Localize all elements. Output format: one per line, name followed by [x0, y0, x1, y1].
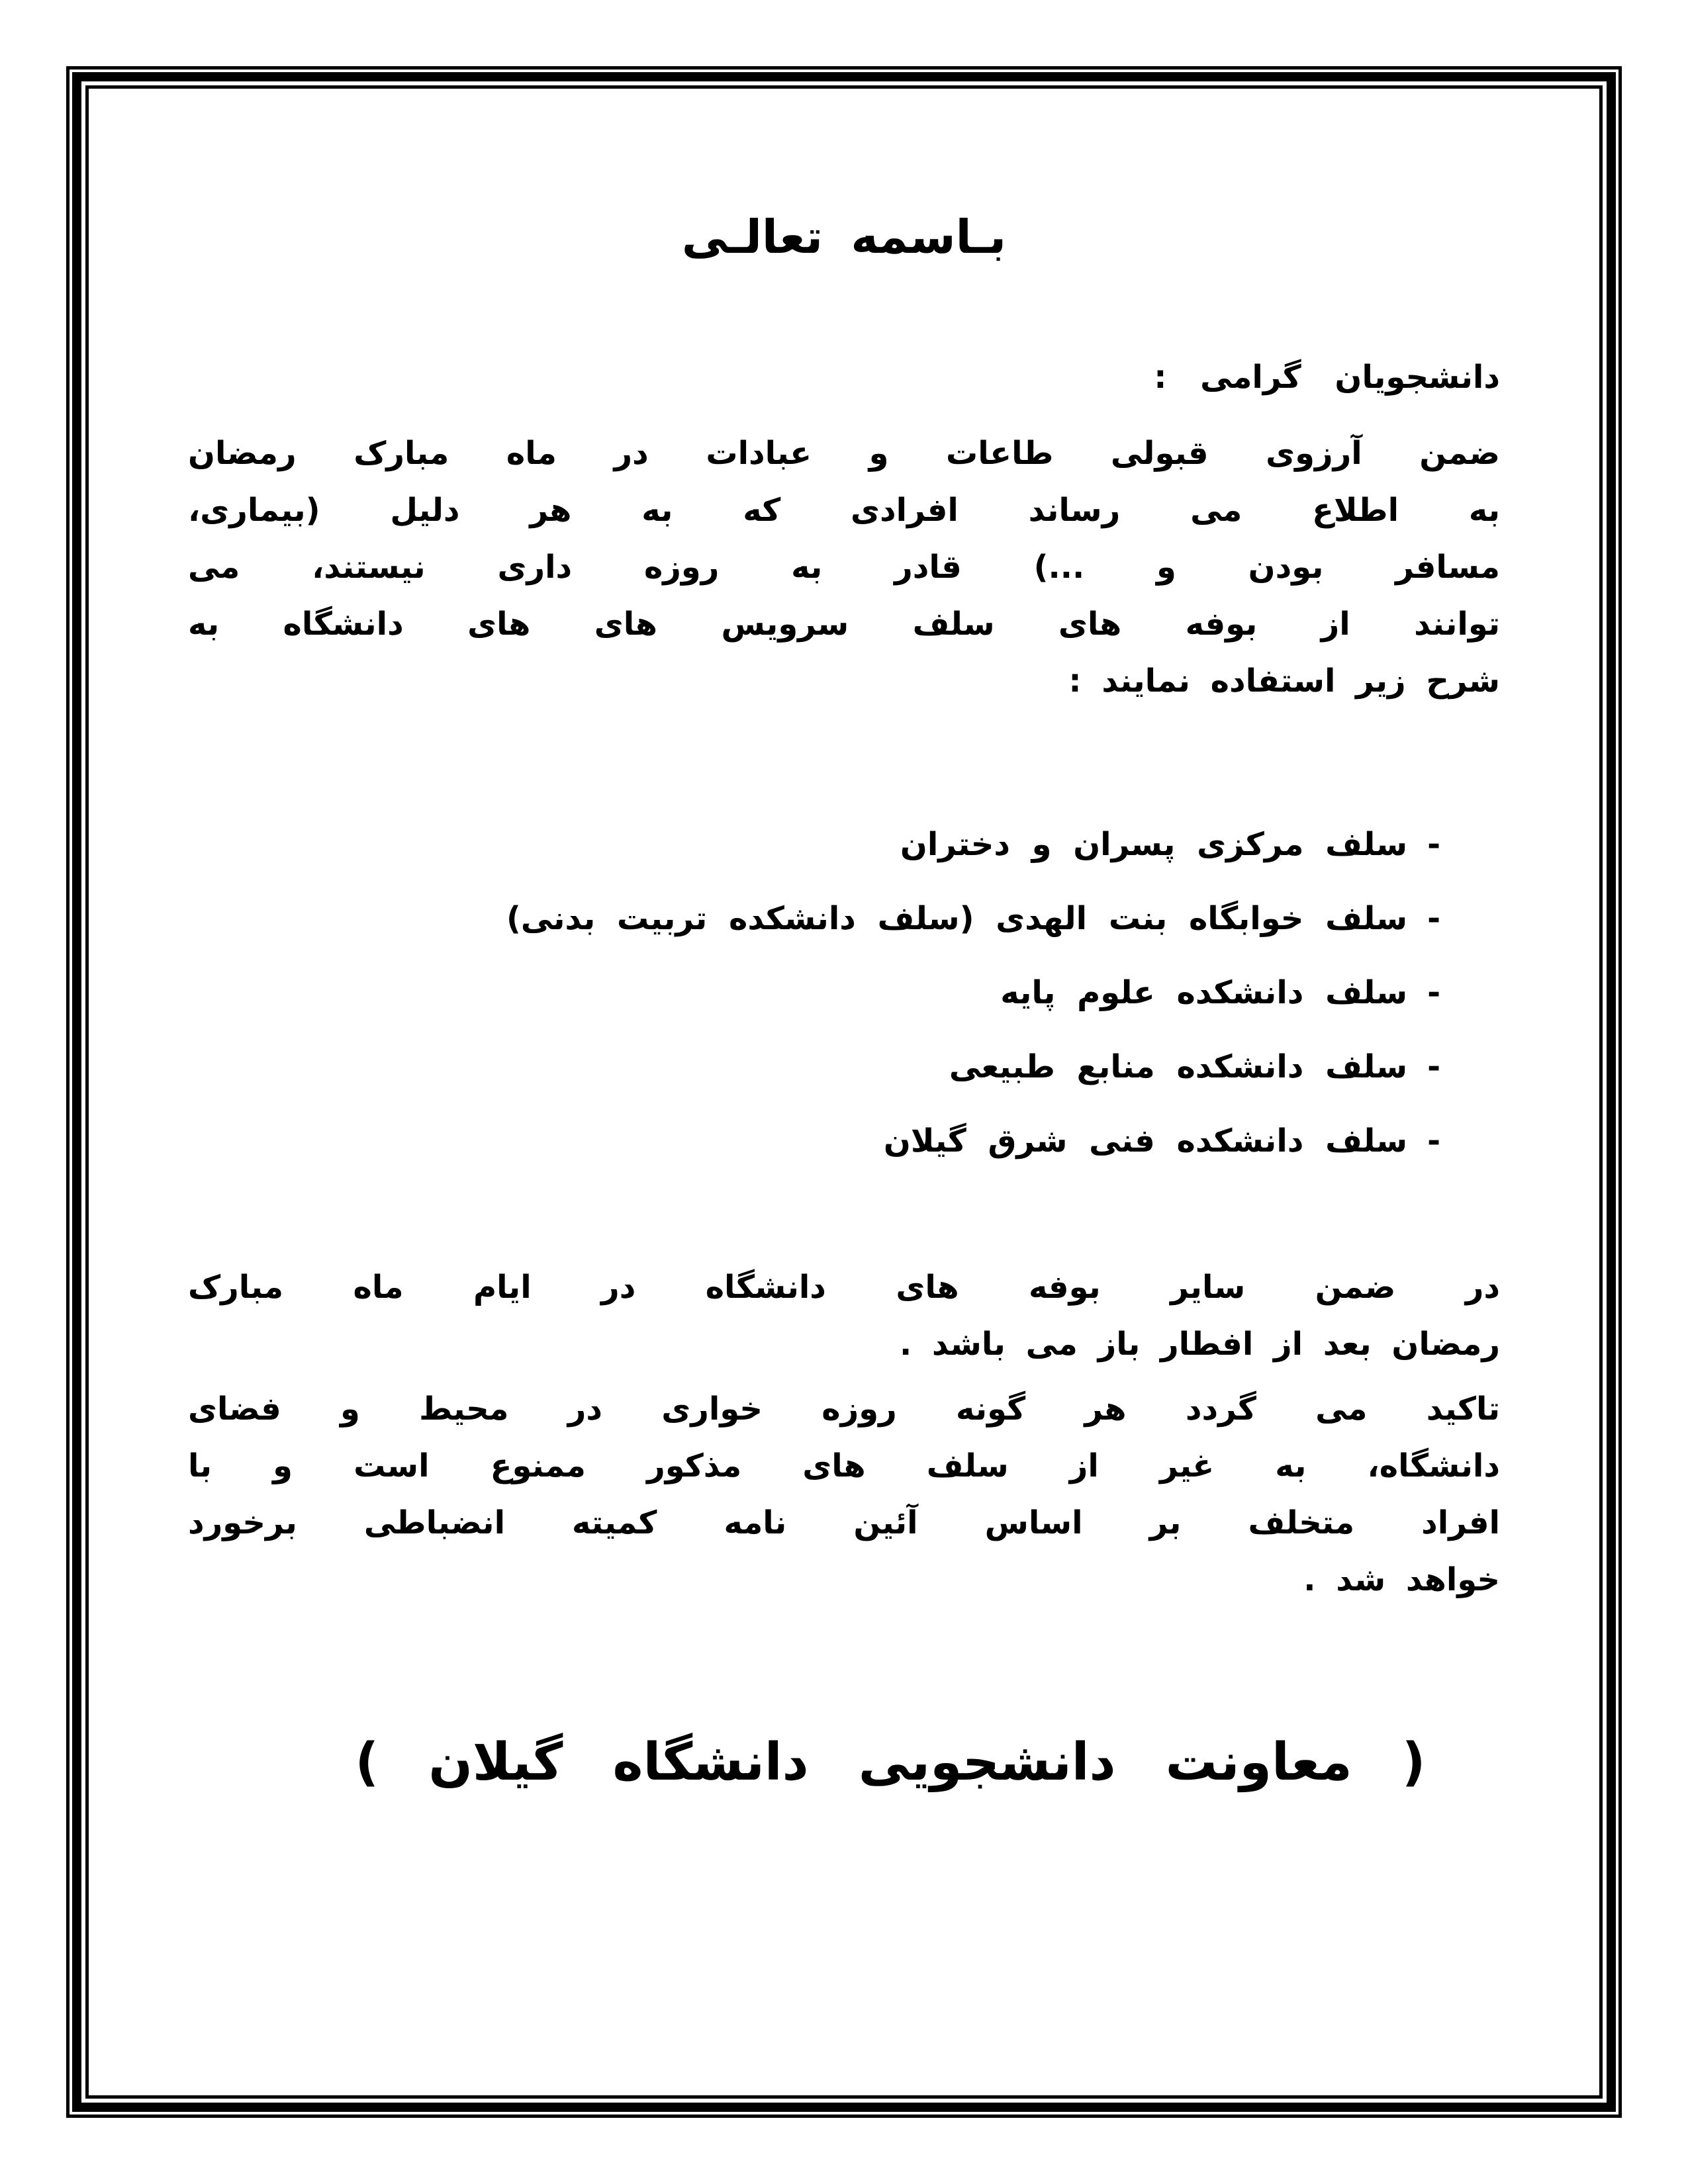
paragraph-line: توانند از بوفه های سلف سرویس های های دانشگاه به: [188, 606, 1500, 643]
list-item: [188, 807, 1440, 882]
signature-line: ( معاونت دانشجویی دانشگاه گیلان ): [355, 1733, 1426, 1792]
paragraph-line: به اطلاع می رساند افرادی که به هر دلیل (بیماری،: [188, 492, 1500, 529]
warning-paragraph: [188, 1381, 1500, 1608]
cafeteria-list: [188, 807, 1500, 1178]
paragraph-line: افراد متخلف بر اساس آئین نامه کمیته انضباطی برخورد: [188, 1504, 1500, 1541]
bullet-text: سلف دانشکده منابع طبیعی: [949, 1048, 1408, 1085]
bullet-text: سلف خوابگاه بنت الهدی (سلف دانشکده تربیت بدنی): [506, 900, 1408, 937]
paragraph-line: شرح زیر استفاده نمایند :: [1068, 662, 1500, 700]
bullet-dash: -: [1427, 1048, 1440, 1085]
paragraph-line: خواهد شد .: [1303, 1561, 1500, 1598]
bullet-dash: -: [1427, 900, 1440, 937]
bullet-text: سلف مرکزی پسران و دختران: [900, 826, 1408, 863]
bullet-dash: -: [1427, 1122, 1440, 1160]
bullet-dash: -: [1427, 826, 1440, 863]
list-item: [188, 882, 1440, 956]
list-item: [188, 1030, 1440, 1104]
paragraph-line: مسافر بودن و ...) قادر به روزه داری نیستند، می: [188, 549, 1500, 586]
border-frame-outer: [66, 66, 1622, 2118]
note-paragraph: [188, 1259, 1500, 1373]
border-frame-middle: [72, 72, 1616, 2112]
paragraph-line: ضمن آرزوی قبولی طاعات و عبادات در ماه مبارک رمضان: [188, 435, 1500, 472]
paragraph-line: در ضمن سایر بوفه های دانشگاه در ایام ماه مبارک: [188, 1269, 1500, 1306]
document-content: [89, 89, 1599, 2095]
list-item: [188, 1104, 1440, 1178]
paragraph-line: دانشگاه، به غیر از سلف های مذکور ممنوع است و با: [188, 1447, 1500, 1484]
bullet-dash: -: [1427, 974, 1440, 1011]
greeting-line: دانشجویان گرامی :: [1154, 359, 1500, 396]
list-item: [188, 956, 1440, 1030]
intro-paragraph: [188, 425, 1500, 709]
bullet-text: سلف دانشکده فنی شرق گیلان: [883, 1122, 1408, 1160]
bullet-text: سلف دانشکده علوم پایه: [1000, 974, 1408, 1011]
paragraph-line: تاکید می گردد هر گونه روزه خواری در محیط و فضای: [188, 1390, 1500, 1428]
paragraph-line: رمضان بعد از افطار باز می باشد .: [899, 1326, 1500, 1363]
page-title: بـاسمه تعالـی: [681, 210, 1007, 264]
border-frame-inner: [85, 85, 1603, 2099]
